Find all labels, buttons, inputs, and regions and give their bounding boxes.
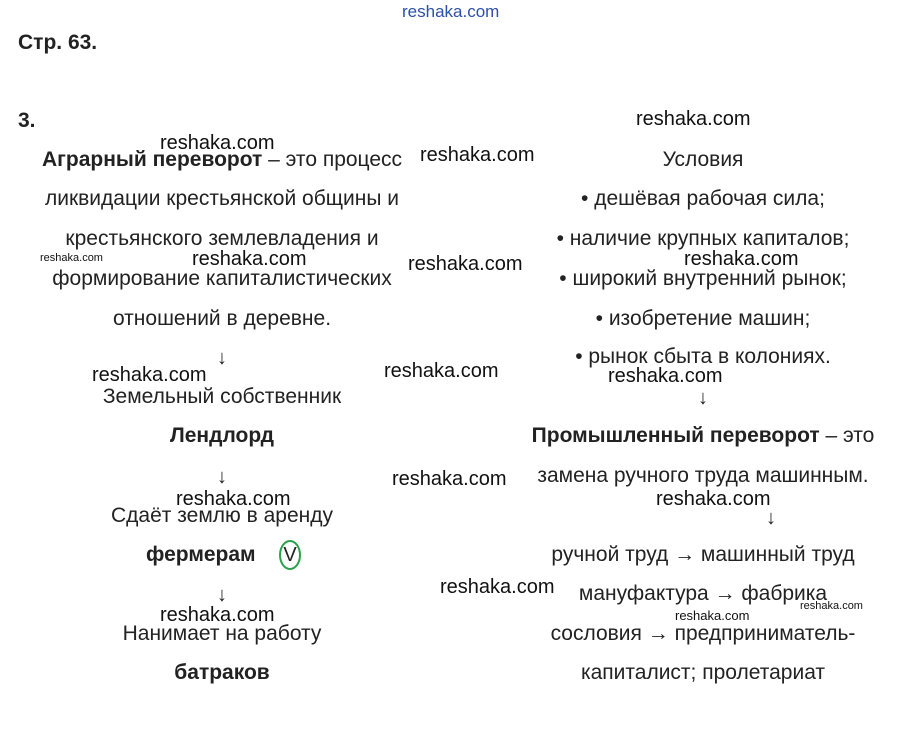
industrial-definition-rest: – это bbox=[819, 424, 875, 447]
watermark: reshaka.com bbox=[160, 604, 275, 626]
watermark: reshaka.com bbox=[675, 608, 750, 623]
change-item: ручной труд → машинный труд bbox=[551, 543, 855, 566]
watermark: reshaka.com bbox=[160, 132, 275, 154]
agrarian-definition-line-3: крестьянского землевладения и bbox=[65, 227, 379, 250]
watermark: reshaka.com bbox=[684, 248, 799, 270]
landowner-value: Лендлорд bbox=[170, 424, 274, 447]
watermark: reshaka.com bbox=[40, 252, 103, 264]
watermark: reshaka.com bbox=[384, 360, 499, 382]
landowner-label: Земельный собственник bbox=[102, 385, 342, 408]
agrarian-definition-line-5: отношений в деревне. bbox=[112, 307, 332, 330]
rent-value: фермерам bbox=[146, 543, 256, 566]
down-arrow-icon: ↓ bbox=[217, 584, 227, 606]
watermark: reshaka.com bbox=[608, 365, 723, 387]
task-number: 3. bbox=[18, 109, 36, 132]
change-item: капиталист; пролетариат bbox=[580, 661, 826, 684]
down-arrow-icon: ↓ bbox=[766, 507, 776, 529]
watermark: reshaka.com bbox=[192, 248, 307, 270]
watermark: reshaka.com bbox=[408, 253, 523, 275]
check-mark-icon: V bbox=[279, 540, 301, 570]
agrarian-definition-line-2: ликвидации крестьянской общины и bbox=[44, 187, 400, 210]
watermark: reshaka.com bbox=[800, 600, 863, 612]
down-arrow-icon: ↓ bbox=[217, 466, 227, 488]
change-item: мануфактура → фабрика bbox=[578, 582, 828, 605]
condition-item: • изобретение машин; bbox=[595, 307, 811, 330]
condition-item: • наличие крупных капиталов; bbox=[556, 227, 850, 250]
rent-label: Сдаёт землю в аренду bbox=[111, 504, 333, 527]
watermark: reshaka.com bbox=[656, 488, 771, 510]
page-reference: Стр. 63. bbox=[18, 31, 98, 54]
conditions-title: Условия bbox=[662, 148, 744, 171]
agrarian-term: Аграрный переворот bbox=[41, 148, 263, 171]
industrial-term: Промышленный переворот bbox=[531, 424, 820, 447]
hire-label: Нанимает на работу bbox=[122, 622, 322, 645]
agrarian-definition-rest: – это процесс bbox=[262, 148, 403, 171]
watermark: reshaka.com bbox=[392, 468, 507, 490]
condition-item: • дешёвая рабочая сила; bbox=[581, 187, 825, 210]
industrial-definition-line-2: замена ручного труда машинным. bbox=[537, 464, 869, 487]
hire-value: батраков bbox=[174, 661, 270, 684]
down-arrow-icon: ↓ bbox=[698, 387, 708, 409]
agrarian-definition-line-4: формирование капиталистических bbox=[52, 267, 392, 290]
industrial-definition-line-1 bbox=[532, 424, 875, 448]
watermark: reshaka.com bbox=[176, 488, 291, 510]
watermark-top: reshaka.com bbox=[402, 2, 500, 21]
condition-item: • рынок сбыта в колониях. bbox=[575, 345, 831, 368]
condition-item: • широкий внутренний рынок; bbox=[559, 267, 847, 290]
watermark: reshaka.com bbox=[440, 576, 555, 598]
watermark: reshaka.com bbox=[420, 144, 535, 166]
down-arrow-icon: ↓ bbox=[217, 347, 227, 369]
watermark: reshaka.com bbox=[636, 108, 751, 130]
change-item: сословия → предприниматель- bbox=[550, 622, 856, 645]
watermark: reshaka.com bbox=[92, 364, 207, 386]
